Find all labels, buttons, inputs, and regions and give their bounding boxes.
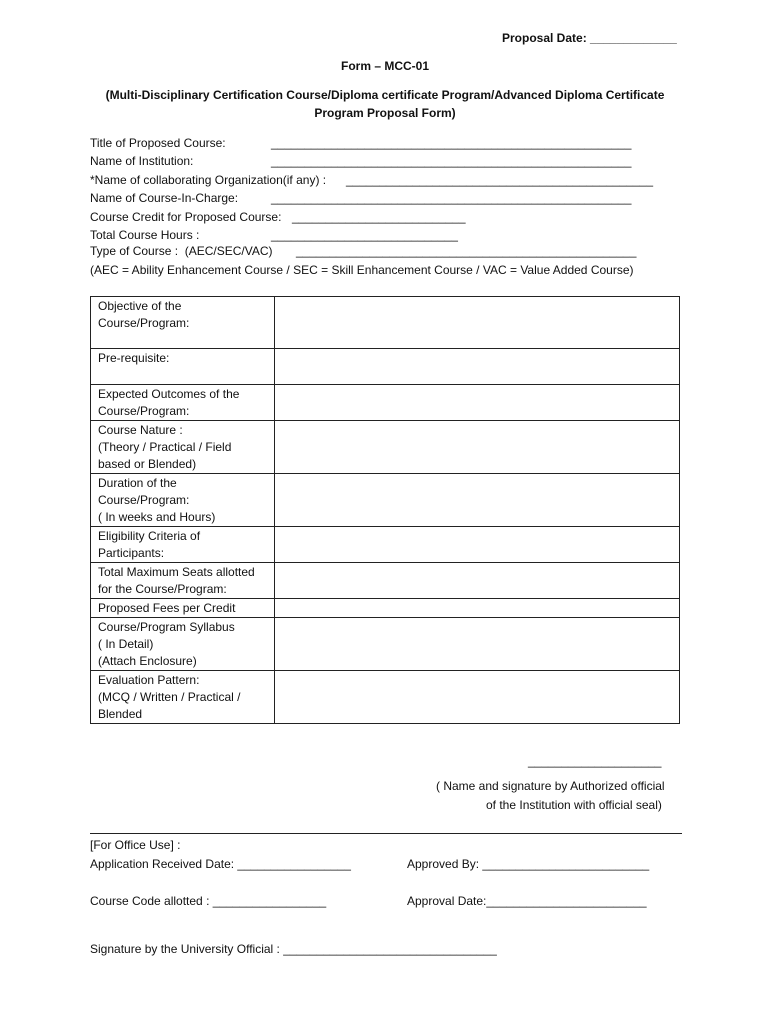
approval-date-field[interactable]: Approval Date:________________________ [407,894,647,908]
office-use-heading: [For Office Use] : [90,838,181,852]
row-value-duration[interactable] [275,474,680,527]
row-label-course-nature: Course Nature : (Theory / Practical / Field based or Blended) [91,421,275,474]
row-value-prerequisite[interactable] [275,349,680,385]
table-row [91,599,680,618]
row-label-expected-outcomes: Expected Outcomes of the Course/Program: [91,385,275,421]
row-label-fees-per-credit: Proposed Fees per Credit [91,599,275,618]
row-label-evaluation-pattern: Evaluation Pattern: (MCQ / Written / Practical / Blended [91,671,275,724]
table-row [91,349,680,385]
signature-caption-line-2: of the Institution with official seal) [486,798,662,812]
table-row [91,297,680,349]
proposal-date: Proposal Date: _____________ [502,31,677,45]
table-row [91,421,680,474]
form-title-line-1: (Multi-Disciplinary Certification Course/Diploma certificate Program/Advanced Diploma Certificate [105,88,665,102]
table-row [91,385,680,421]
table-row [91,671,680,724]
form-code: Form – MCC-01 [340,59,429,73]
field-institution-label: Name of Institution: [90,154,194,168]
field-course-in-charge-blank[interactable]: ______________________________________________________ [271,191,632,205]
table-row [91,618,680,671]
field-course-hours-label: Total Course Hours : [90,228,200,242]
field-institution-blank[interactable]: ______________________________________________________ [271,154,632,168]
field-course-type-blank[interactable]: ___________________________________________________ [296,244,637,258]
row-label-syllabus: Course/Program Syllabus ( In Detail) (Attach Enclosure) [91,618,275,671]
row-value-course-nature[interactable] [275,421,680,474]
field-course-in-charge-label: Name of Course-In-Charge: [90,191,239,205]
form-title-line-2: Program Proposal Form) [314,106,456,120]
abbreviation-note: (AEC = Ability Enhancement Course / SEC = Skill Enhancement Course / VAC = Value Added Course) [90,263,634,277]
field-title-label: Title of Proposed Course: [90,136,226,150]
field-title-blank[interactable]: ______________________________________________________ [271,136,632,150]
field-course-credit-label: Course Credit for Proposed Course: [90,210,285,224]
row-label-eligibility: Eligibility Criteria of Participants: [91,527,275,563]
row-value-objective[interactable] [275,297,680,349]
table-row [91,527,680,563]
row-value-fees-per-credit[interactable] [275,599,680,618]
row-value-evaluation-pattern[interactable] [275,671,680,724]
field-course-hours-blank[interactable]: ____________________________ [271,228,458,242]
approved-by-field[interactable]: Approved By: _________________________ [407,857,650,871]
row-value-expected-outcomes[interactable] [275,385,680,421]
signature-caption-line-1: ( Name and signature by Authorized official [436,779,665,793]
course-details-table [90,296,680,724]
application-received-date-field[interactable]: Application Received Date: _________________ [90,857,351,871]
table-row [91,474,680,527]
row-value-eligibility[interactable] [275,527,680,563]
row-label-objective: Objective of the Course/Program: [91,297,275,349]
field-collaborating-org-label: *Name of collaborating Organization(if any) : [90,173,330,187]
row-label-duration: Duration of the Course/Program: ( In weeks and Hours) [91,474,275,527]
office-divider [90,833,682,834]
row-label-max-seats: Total Maximum Seats allotted for the Course/Program: [91,563,275,599]
row-value-max-seats[interactable] [275,563,680,599]
course-code-field[interactable]: Course Code allotted : _________________ [90,894,327,908]
field-course-credit-blank[interactable]: __________________________ [292,210,466,224]
field-course-type-label: Type of Course : (AEC/SEC/VAC) [90,244,283,258]
field-collaborating-org-blank[interactable]: ______________________________________________ [346,173,653,187]
row-label-prerequisite: Pre-requisite: [91,349,275,385]
row-value-syllabus[interactable] [275,618,680,671]
university-signature-field[interactable]: Signature by the University Official : ________________________________ [90,942,497,956]
table-row [91,563,680,599]
signature-line[interactable]: ____________________ [528,754,662,768]
